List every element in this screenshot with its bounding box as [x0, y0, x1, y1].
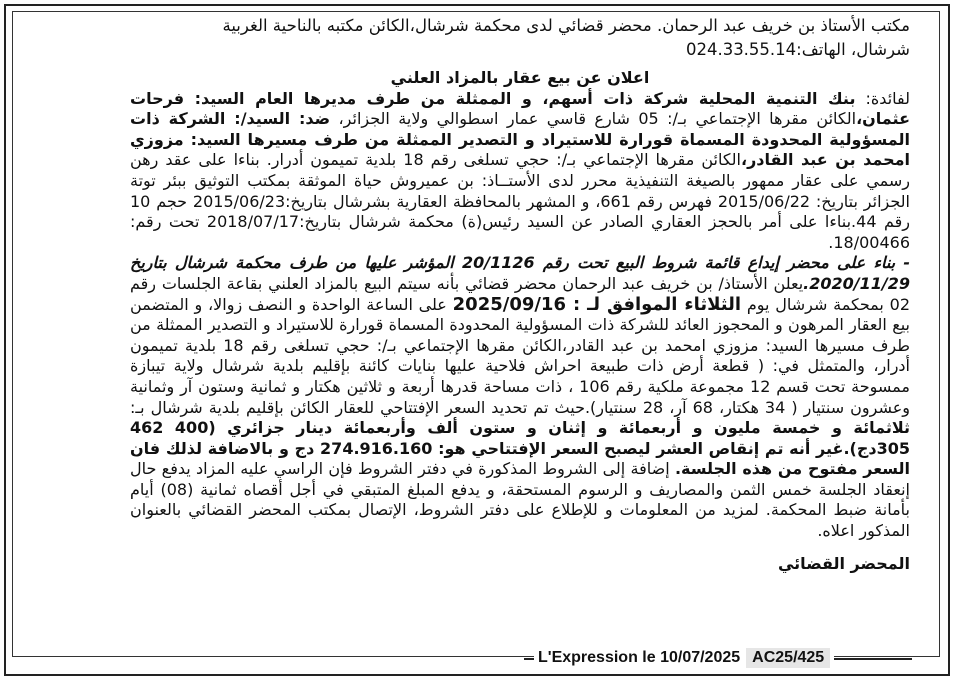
- sale-announcement: يعلن الأستاذ/ بن خريف عبد الرحمان محضر قضائي بأنه سيتم البيع بالمزاد العلني بقاعة الجلسات رقم 02 بمحكمة شرشال يوم: [130, 273, 910, 314]
- beneficiary-label: لفائدة:: [855, 88, 910, 108]
- notice-content: [130, 14, 910, 574]
- payment-terms: إضافة إلى الشروط المذكورة في دفتر الشروط فإن الراسي عليه المزاد يدفع حال إنعقاد الجلسة خمس الثمن والمصاريف و الرسوم المستحقة، و يدفع المبلغ المتبقي في أجل أقصاه ثمانية (08) أيام بأمانة ضبط المحكمة. لمزيد من المعلومات و للإطلاع على دفتر الشروط، الإتصال بمكتب المحضر القضائي بالعنوان المذكور اعلاه.: [130, 459, 910, 541]
- beneficiary-bank: بنك التنمية المحلية شركة ذات أسهم، و الممثلة من طرف مديرها العام السيد: فرحات عثمان،: [130, 88, 910, 129]
- opening-price: ثلاثمائة و خمسة مليون و أربعمائة و إثنان و ستون ألف وأربعمائة دينار جزائري (400 462 305دج).غير أنه تم إنقاص العشر ليصبح السعر الإفتتاحي هو: 274.916.160 دج و بالاضافة لذلك فان السعر مفتوح من هذه الجلسة.: [130, 418, 911, 479]
- debtor-details: الكائن مقرها الإجتماعي بـ/: حجي تسلغى رقم 18 بلدية تميمون أدرار. بناءا على عقد رهن رسمي على عقار ممهور بالصيغة التنفيذية محرر لدى الأستــاذ: بن عميروش حياة الموثقة بمكتب التوثيق ببئر توتة الجزائر بتاريخ: 2015/06/22 فهرس رقم 661، و المشهر بالمحافظة العقارية بشرشال بتاريخ:2015/06/23 حجم 10 رقم 44.بناءا على أمر بالحجز العقاري الصادر عن السيد رئيس(ة) محكمة شرشال بتاريخ:2018/07/17 تحت رقم: 18/00466.: [130, 150, 911, 252]
- bank-address: الكائن مقرها الإجتماعي بـ/: 05 شارع قاسي عمار اسطوالي ولاية الجزائر،: [330, 109, 857, 129]
- conditions-deposit: - بناء على محضر إيداع قائمة شروط البيع تحت رقم 20/1126 المؤشر عليها من طرف محكمة شرشال بتاريخ 2020/11/29.: [130, 253, 911, 293]
- debtor-company: ضد: السيد/: الشركة ذات المسؤولية المحدودة المسماة قورارة للاستيراد و التصدير الممثلة من طرف مسيرها السيد: مزوزي امحمد بن عبد القادر،: [130, 109, 910, 170]
- footer: [0, 648, 956, 668]
- notice-title: اعلان عن بيع عقار بالمزاد العلني: [390, 68, 650, 87]
- footer-label: [534, 648, 834, 668]
- paragraph-parties: [130, 89, 910, 254]
- reference-badge: AC25/425: [746, 648, 830, 668]
- office-header: [130, 14, 910, 62]
- publication-info: L'Expression le 10/07/2025: [538, 649, 741, 666]
- paragraph-sale: [130, 253, 910, 541]
- signature: المحضر القضائي: [777, 553, 910, 573]
- notice-body: [130, 89, 910, 542]
- property-description: على الساعة الواحدة و النصف زوالا، و المتضمن بيع العقار المرهون و المحجوز العائد للشركة ذات المسؤولية المحدودة المسماة قورارة للاستيراد و التصدير الممثلة من طرف مسيرها السيد: مزوزي امحمد بن عبد القادر،الكائن مقرها الإجتماعي بـ/: حجي تسلغى رقم 18 بلدية تميمون أدرار، والمتمثل في: ( قطعة أرض ذات طبيعة احراش فلاحية عليها بنايات كائنة بإقليم بلدية شرشال ولاية تيبازة ممسوحة تحت قسم 12 مجموعة ملكية رقم 106 ، ذات مساحة قدرها أربعة و ثلاثين هكتار و ثمانية وستون آر وثمانية وعشرون سنتيار ( 34 هكتار، 68 آر، 28 سنتيار).حيث تم تحديد السعر الإفتتاحي للعقار الكائن بإقليم بلدية شرشال بـ:: [130, 294, 911, 417]
- office-line-1: مكتب الأستاذ بن خريف عبد الرحمان. محضر قضائي لدى محكمة شرشال،الكائن مكتبه بالناحية الغربية: [222, 16, 910, 35]
- office-line-2: شرشال، الهاتف:024.33.55.14: [685, 40, 910, 59]
- sale-date: الثلاثاء الموافق لـ : 2025/09/16: [452, 293, 742, 315]
